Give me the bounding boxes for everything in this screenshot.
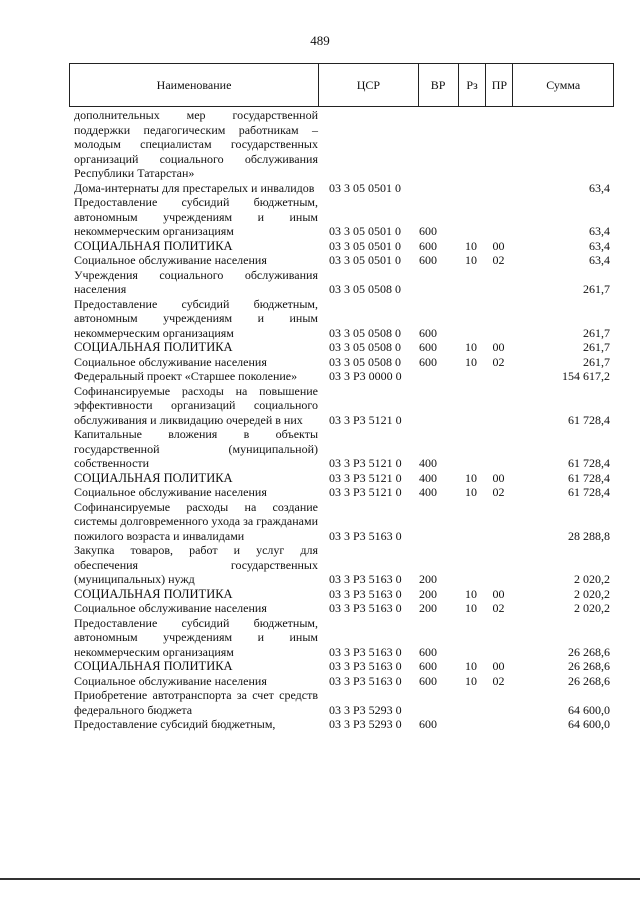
cell-sum: 154 617,2 [562, 369, 610, 383]
cell-name: Приобретение автотранспорта за счет средств федерального бюджета [74, 688, 318, 717]
cell-csr: 03 3 P3 5121 0 [329, 485, 402, 499]
cell-name: Социальное обслуживание населения [74, 601, 267, 615]
cell-sum: 61 728,4 [568, 470, 610, 485]
cell-name: Федеральный проект «Старшее поколение» [74, 369, 298, 383]
header-pr: ПР [486, 64, 513, 106]
table-row [74, 268, 614, 297]
table-row [74, 195, 614, 239]
cell-vr: 400 [419, 485, 437, 499]
cell-pr: 02 [492, 673, 505, 688]
cell-csr: 03 3 P3 5163 0 [329, 601, 402, 615]
cell-vr: 200 [419, 586, 437, 601]
cell-name: Социальное обслуживание населения [74, 253, 267, 267]
cell-csr: 03 3 05 0501 0 [329, 224, 401, 238]
header-sum: Сумма [546, 77, 581, 92]
header-rz: Рз [459, 64, 487, 106]
cell-name: Предоставление субсидий бюджетным, автономным учреждениям и иным некоммерческим организациям [74, 195, 318, 238]
cell-vr: 400 [419, 470, 437, 485]
table-row [74, 616, 614, 660]
cell-sum: 61 728,4 [568, 485, 610, 499]
header-vr: ВР [419, 64, 459, 106]
cell-pr: 02 [492, 485, 505, 499]
cell-vr: 400 [419, 456, 437, 470]
table-row [74, 500, 614, 544]
cell-pr: 00 [492, 340, 505, 354]
cell-csr: 03 3 05 0508 0 [329, 282, 401, 296]
cell-vr: 600 [419, 224, 437, 238]
cell-name: Закупка товаров, работ и услуг для обеспечения государственных (муниципальных) нужд [74, 543, 318, 586]
cell-vr: 200 [419, 601, 437, 615]
cell-pr: 02 [492, 354, 505, 369]
table-row [74, 659, 614, 674]
table-body [74, 108, 614, 732]
cell-vr: 600 [419, 644, 437, 659]
cell-vr: 600 [419, 238, 437, 253]
cell-name: СОЦИАЛЬНАЯ ПОЛИТИКА [74, 470, 233, 485]
table-row [74, 427, 614, 471]
cell-rz: 10 [465, 485, 477, 499]
cell-name: СОЦИАЛЬНАЯ ПОЛИТИКА [74, 238, 233, 253]
cell-sum: 63,4 [589, 180, 610, 195]
cell-sum: 26 268,6 [568, 644, 610, 659]
table-row [74, 601, 614, 616]
cell-name: Социальное обслуживание населения [74, 485, 267, 499]
cell-name: Предоставление субсидий бюджетным, [74, 717, 276, 731]
cell-pr: 02 [492, 601, 505, 615]
cell-vr: 600 [419, 325, 437, 340]
cell-vr: 600 [419, 659, 437, 673]
cell-csr: 03 3 P3 5293 0 [329, 702, 402, 717]
table-row [74, 717, 614, 732]
cell-csr: 03 3 P3 5121 0 [329, 456, 402, 470]
cell-sum: 63,4 [589, 224, 610, 238]
cell-name: Социальное обслуживание населения [74, 354, 267, 369]
cell-pr: 00 [492, 659, 505, 673]
cell-sum: 64 600,0 [568, 702, 610, 717]
cell-csr: 03 3 P3 5163 0 [329, 659, 402, 673]
table-row [74, 384, 614, 428]
cell-rz: 10 [465, 601, 477, 615]
cell-sum: 2 020,2 [574, 586, 610, 601]
page-number: 489 [310, 33, 330, 48]
cell-name: Дома-интернаты для престарелых и инвалидов [74, 180, 315, 195]
cell-pr: 00 [492, 470, 505, 485]
cell-sum: 261,7 [583, 354, 610, 369]
table-row [74, 485, 614, 500]
cell-sum: 63,4 [589, 253, 610, 267]
cell-vr: 600 [419, 673, 437, 688]
cell-sum: 26 268,6 [568, 673, 610, 688]
cell-sum: 2 020,2 [574, 572, 610, 586]
table-row [74, 369, 614, 384]
table-row [74, 543, 614, 587]
cell-pr: 00 [492, 238, 505, 253]
cell-rz: 10 [465, 586, 477, 601]
cell-sum: 63,4 [589, 238, 610, 253]
header-csr: ЦСР [319, 64, 419, 106]
cell-name: СОЦИАЛЬНАЯ ПОЛИТИКА [74, 659, 233, 673]
cell-csr: 03 3 P3 5163 0 [329, 586, 402, 601]
cell-rz: 10 [465, 673, 477, 688]
cell-sum: 26 268,6 [568, 659, 610, 673]
cell-vr: 600 [419, 717, 437, 731]
cell-name: СОЦИАЛЬНАЯ ПОЛИТИКА [74, 340, 233, 354]
cell-csr: 03 3 P3 5163 0 [329, 644, 402, 659]
page-bottom-rule [0, 878, 640, 880]
cell-name: Капитальные вложения в объекты государственной (муниципальной) собственности [74, 427, 318, 470]
cell-rz: 10 [465, 253, 477, 267]
cell-csr: 03 3 P3 5121 0 [329, 412, 402, 427]
table-row [74, 355, 614, 370]
cell-sum: 261,7 [583, 325, 610, 340]
cell-rz: 10 [465, 470, 477, 485]
cell-name: Софинансируемые расходы на повышение эффективности организаций социального обслуживания и ликвидацию очередей в них [74, 383, 318, 427]
table-row [74, 587, 614, 602]
cell-sum: 61 728,4 [568, 412, 610, 427]
cell-sum: 64 600,0 [568, 717, 610, 731]
cell-rz: 10 [465, 340, 477, 354]
cell-csr: 03 3 05 0508 0 [329, 340, 401, 354]
table-row [74, 688, 614, 717]
cell-vr: 200 [419, 572, 437, 586]
table-header [69, 63, 614, 107]
table-row [74, 253, 614, 268]
cell-sum: 261,7 [583, 282, 610, 296]
cell-csr: 03 3 P3 5293 0 [329, 717, 402, 731]
cell-name: Социальное обслуживание населения [74, 673, 267, 688]
table-row [74, 108, 614, 181]
cell-name: Учреждения социального обслуживания населения [74, 267, 318, 296]
cell-csr: 03 3 05 0501 0 [329, 180, 401, 195]
cell-sum: 61 728,4 [568, 456, 610, 470]
table-row [74, 471, 614, 486]
cell-csr: 03 3 05 0501 0 [329, 253, 401, 267]
cell-vr: 600 [419, 253, 437, 267]
cell-sum: 261,7 [583, 340, 610, 354]
cell-csr: 03 3 05 0508 0 [329, 354, 401, 369]
cell-rz: 10 [465, 238, 477, 253]
table-row [74, 297, 614, 341]
cell-pr: 00 [492, 586, 505, 601]
cell-csr: 03 3 P3 5163 0 [329, 673, 402, 688]
cell-name: СОЦИАЛЬНАЯ ПОЛИТИКА [74, 586, 233, 601]
cell-rz: 10 [465, 659, 477, 673]
cell-sum: 2 020,2 [574, 601, 610, 615]
cell-csr: 03 3 P3 5163 0 [329, 572, 402, 586]
table-row [74, 674, 614, 689]
cell-vr: 600 [419, 340, 437, 354]
cell-csr: 03 3 P3 0000 0 [329, 369, 402, 383]
cell-csr: 03 3 05 0501 0 [329, 238, 401, 253]
cell-sum: 28 288,8 [568, 528, 610, 543]
cell-csr: 03 3 05 0508 0 [329, 325, 401, 340]
cell-name: Софинансируемые расходы на создание системы долговременного ухода за гражданами пожилого возраста и инвалидами [74, 499, 318, 543]
header-name: Наименование [70, 64, 319, 106]
table-row [74, 181, 614, 196]
cell-name: Предоставление субсидий бюджетным, автономным учреждениям и иным некоммерческим организациям [74, 615, 318, 659]
cell-csr: 03 3 P3 5121 0 [329, 470, 402, 485]
cell-rz: 10 [465, 354, 477, 369]
cell-vr: 600 [419, 354, 437, 369]
cell-pr: 02 [492, 253, 505, 267]
cell-name: Предоставление субсидий бюджетным, автономным учреждениям и иным некоммерческим организациям [74, 296, 318, 340]
cell-csr: 03 3 P3 5163 0 [329, 528, 402, 543]
cell-name: дополнительных мер государственной поддержки педагогическим работникам – молодым специалистам государственных организаций социального обслуживания Республики Татарстан» [74, 108, 318, 180]
table-row [74, 239, 614, 254]
table-row [74, 340, 614, 355]
